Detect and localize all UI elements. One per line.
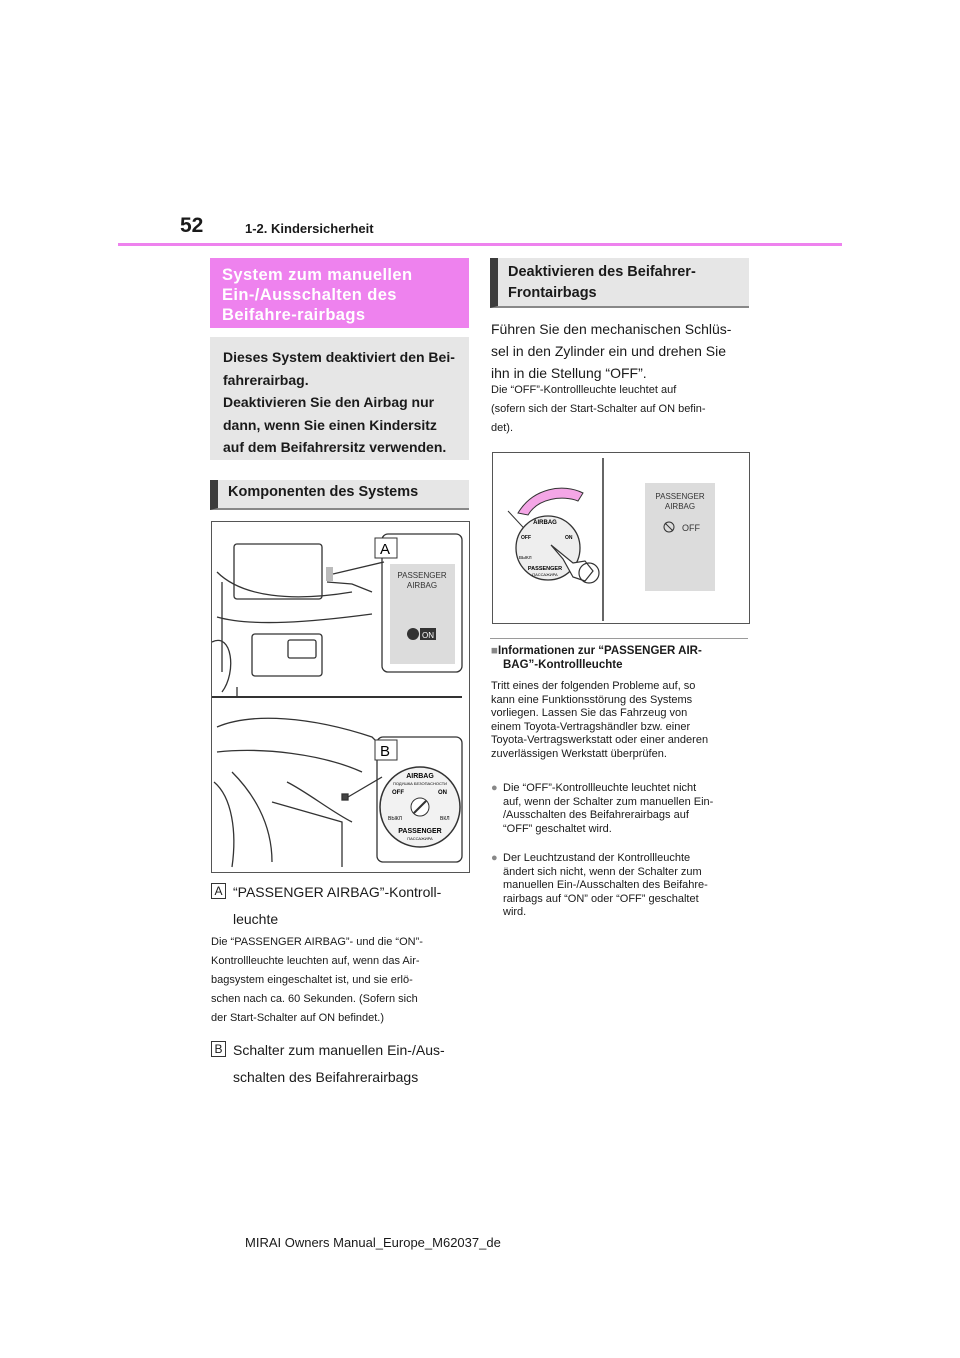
bullet1-line: /Ausschalten des Beifahrerairbags auf — [503, 809, 689, 821]
item-a-desc-line: bagsystem eingeschaltet ist, und sie erlö- — [211, 974, 413, 986]
item-a-desc-line: schen nach ca. 60 Sekunden. (Sofern sich — [211, 993, 418, 1005]
info-line: vorliegen. Lassen Sie das Fahrzeug von — [491, 707, 688, 719]
switch-airbag-text: AIRBAG — [533, 520, 557, 526]
bullet2-line: Der Leuchtzustand der Kontrollleuchte — [503, 852, 691, 864]
components-heading — [210, 480, 469, 510]
bullet-icon: ● — [491, 782, 498, 794]
info-heading-line: BAG”-Kontrollleuchte — [503, 659, 623, 671]
switch-passenger-text: PASSENGER — [527, 566, 563, 572]
item-a — [211, 882, 442, 927]
info-heading — [491, 644, 753, 672]
deactivate-note — [491, 381, 751, 438]
info-divider — [490, 638, 748, 639]
item-a-desc-line: der Start-Schalter auf ON befindet.) — [211, 1012, 385, 1024]
item-a-title-line: leuchte — [233, 911, 279, 927]
bullet-item-1 — [491, 782, 753, 836]
bullet1-line: Die “OFF”-Kontrollleuchte leuchtet nicht — [503, 782, 697, 794]
info-heading-line: Informationen zur “PASSENGER AIR- — [497, 645, 702, 657]
display-screen — [234, 544, 322, 599]
indicator-passenger-text: PASSENGER — [397, 571, 447, 580]
switch-passenger-ru-text: ПАССАЖИРА — [407, 836, 433, 841]
callout-b-label: B — [380, 743, 391, 760]
feature-title-box — [210, 258, 469, 328]
off-switch-figure — [492, 452, 750, 624]
intro-line: Dieses System deaktiviert den Bei- — [223, 349, 455, 365]
deactivate-heading-line: Deaktivieren des Beifahrer- — [508, 264, 696, 280]
item-a-desc — [211, 933, 471, 1028]
bullet2-line: manuellen Ein-/Ausschalten des Beifahre- — [503, 879, 708, 891]
bullet-icon: ● — [491, 852, 498, 864]
note-line: det). — [491, 422, 514, 434]
feature-title: System zum manuellen Ein-/Ausschalten des Beifahre-rairbags — [222, 266, 413, 324]
components-figure — [211, 521, 470, 873]
item-a-title-line: “PASSENGER AIRBAG”-Kontroll- — [233, 884, 442, 900]
callout-a-label: A — [380, 541, 391, 558]
intro-line: dann, wenn Sie einen Kindersitz — [223, 416, 437, 433]
switch-airbag-ru-text: ПОДУШКА БЕЗОПАСНОСТИ — [392, 781, 448, 786]
item-b-title-line: Schalter zum manuellen Ein-/Aus- — [233, 1042, 445, 1058]
switch-on-text: ON — [565, 535, 573, 541]
square-bullet-icon: ■ — [491, 645, 498, 657]
indicator-airbag-text: AIRBAG — [664, 502, 696, 511]
info-line: zuverlässigen Werkstatt überprüfen. — [491, 747, 667, 760]
footer-text: MIRAI Owners Manual_Europe_M62037_de — [245, 1235, 501, 1250]
header-rule — [118, 243, 842, 246]
item-a-label: A — [211, 883, 226, 899]
indicator-on-text: ON — [422, 631, 434, 640]
dashboard-illustration — [212, 522, 469, 872]
deactivate-heading — [490, 258, 749, 308]
info-line: Tritt eines der folgenden Probleme auf, so — [491, 680, 696, 692]
item-b — [211, 1040, 445, 1085]
page-number: 52 — [180, 214, 204, 237]
intro-line: Deaktivieren Sie den Airbag nur — [223, 394, 435, 410]
item-b-label: B — [211, 1041, 226, 1057]
switch-passenger-ru-text: ПАССАЖИРА — [532, 572, 558, 577]
item-a-desc-line: Die “PASSENGER AIRBAG”- und die “ON”- — [211, 936, 423, 948]
switch-off-text: OFF — [521, 535, 531, 541]
indicator-off-text: OFF — [682, 523, 700, 533]
switch-off-text: OFF — [392, 790, 404, 796]
body-line: ihn in die Stellung “OFF”. — [491, 365, 647, 381]
intro-line: fahrerairbag. — [223, 371, 309, 388]
intro-line: auf dem Beifahrersitz verwenden. — [223, 439, 447, 455]
switch-off-ru-text: ВЫКЛ — [388, 816, 402, 822]
section-title: 1-2. Kindersicherheit — [245, 221, 374, 236]
switch-on-ru-text: ВКЛ — [440, 816, 450, 822]
item-a-desc-line: Kontrollleuchte leuchten auf, wenn das Air- — [211, 955, 420, 967]
switch-on-text: ON — [438, 790, 447, 796]
switch-passenger-text: PASSENGER — [398, 828, 442, 835]
intro-box — [210, 337, 469, 460]
note-line: Die “OFF”-Kontrollleuchte leuchtet auf — [491, 384, 677, 396]
info-text — [491, 680, 753, 761]
bullet2-line: ändert sich nicht, wenn der Schalter zum — [503, 865, 702, 878]
deactivate-heading-line: Frontairbags — [508, 285, 597, 301]
bullet1-line: auf, wenn der Schalter zum manuellen Ein- — [503, 795, 714, 808]
body-line: Führen Sie den mechanischen Schlüs- — [491, 321, 732, 337]
airbag-icon — [407, 628, 419, 640]
info-line: einem Toyota-Vertragshändler bzw. einer — [491, 720, 691, 733]
indicator-passenger-text: PASSENGER — [655, 492, 705, 501]
bullet2-line: rairbags auf “ON” oder “OFF” geschaltet — [503, 892, 699, 905]
info-line: kann eine Funktionsstörung des Systems — [491, 693, 693, 706]
rotate-arrow-icon — [518, 488, 583, 515]
indicator-airbag-text: AIRBAG — [406, 581, 438, 590]
components-heading-text: Komponenten des Systems — [228, 484, 419, 500]
bullet1-line: “OFF” geschaltet wird. — [503, 822, 612, 835]
switch-airbag-text: AIRBAG — [406, 773, 434, 780]
key-switch-illustration — [493, 453, 749, 623]
item-b-title-line: schalten des Beifahrerairbags — [233, 1069, 419, 1085]
switch-off-ru-text: ВЫКЛ — [519, 555, 532, 560]
bullet-item-2 — [491, 852, 753, 920]
info-line: Toyota-Vertragswerkstatt oder einer anderen — [491, 734, 709, 746]
deactivate-instructions — [491, 318, 751, 384]
note-line: (sofern sich der Start-Schalter auf ON befin- — [491, 403, 706, 415]
body-line: sel in den Zylinder ein und drehen Sie — [491, 343, 727, 359]
bullet2-line: wird. — [503, 906, 527, 918]
